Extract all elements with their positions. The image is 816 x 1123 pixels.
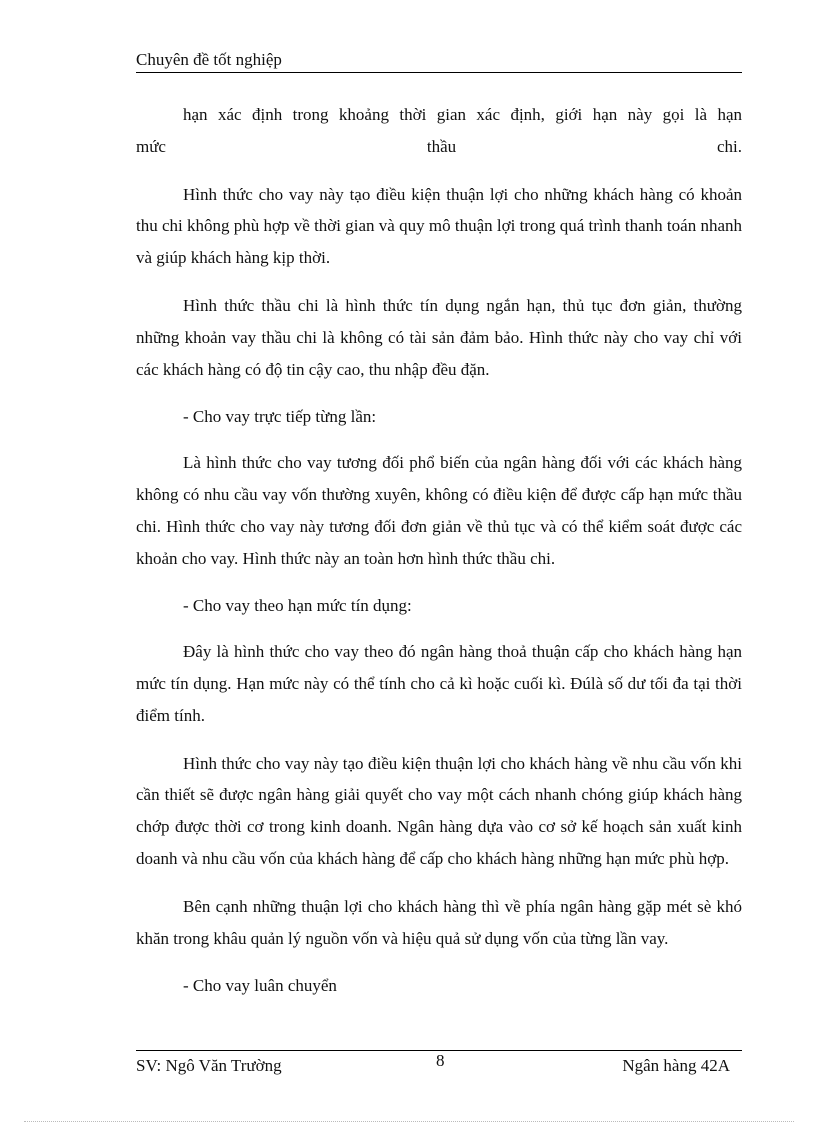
paragraph: Đây là hình thức cho vay theo đó ngân hàng thoả thuận cấp cho khách hàng hạn mức tín dụng. Hạn mức này có thể tính cho cả kì hoặc cuối kì. Đúlà số dư tối đa tại thời điểm tính. xyxy=(136,642,742,725)
page-number: 8 xyxy=(436,1051,445,1070)
footer-class: Ngân hàng 42A xyxy=(622,1056,730,1075)
paragraph: Hình thức cho vay này tạo điều kiện thuận lợi cho những khách hàng có khoản thu chi không phù hợp về thời gian và quy mô thuận lợi trong quá trình thanh toán nhanh và giúp khách hàng kịp thời. xyxy=(136,184,742,268)
paragraph xyxy=(136,99,742,163)
paragraph: Hình thức thầu chi là hình thức tín dụng ngắn hạn, thủ tục đơn giản, thường những khoản vay thầu chi là không có tài sản đảm bảo. Hình thức này cho vay chỉ với các khách hàng có độ tin cậy cao, thu nhập đều đặn. xyxy=(136,295,742,379)
list-heading: - Cho vay theo hạn mức tín dụng: xyxy=(183,596,412,616)
paragraph: Bên cạnh những thuận lợi cho khách hàng thì về phía ngân hàng gặp mét sè khó khăn trong khâu quản lý nguồn vốn và hiệu quả sử dụng vốn của từng lần vay. xyxy=(136,896,742,948)
header-title: Chuyên đề tốt nghiệp xyxy=(136,50,282,69)
footer-author: SV: Ngô Văn Trường xyxy=(136,1056,282,1075)
list-heading: - Cho vay luân chuyển xyxy=(183,976,337,996)
list-heading: - Cho vay trực tiếp từng lần: xyxy=(183,407,377,427)
paragraph-line: mức thầu chi. xyxy=(136,136,742,156)
page-footer xyxy=(136,1050,742,1091)
page-edge-divider xyxy=(24,1121,794,1122)
page-header xyxy=(136,50,742,73)
body-text xyxy=(136,99,742,1016)
paragraph: Hình thức cho vay này tạo điều kiện thuận lợi cho khách hàng về nhu cầu vốn khi cần thiết sẽ được ngân hàng giải quyết cho vay một cách nhanh chóng giúp khách hàng chớp được thời cơ trong kinh doanh. Ngân hàng dựa vào cơ sở kế hoạch sản xuất kinh doanh và nhu cầu vốn của khách hàng để cấp cho khách hàng những hạn mức phù hợp. xyxy=(136,753,742,868)
paragraph: Là hình thức cho vay tương đối phổ biến của ngân hàng đối với các khách hàng không có nhu cầu vay vốn thường xuyên, không có điều kiện để được cấp hạn mức thầu chi. Hình thức cho vay này tương đối đơn giản về thủ tục và có thể kiểm soát được các khoản cho vay. Hình thức này an toàn hơn hình thức thầu chi. xyxy=(136,453,742,568)
paragraph-line: hạn xác định trong khoảng thời gian xác định, giới hạn này gọi là hạn xyxy=(183,105,742,124)
